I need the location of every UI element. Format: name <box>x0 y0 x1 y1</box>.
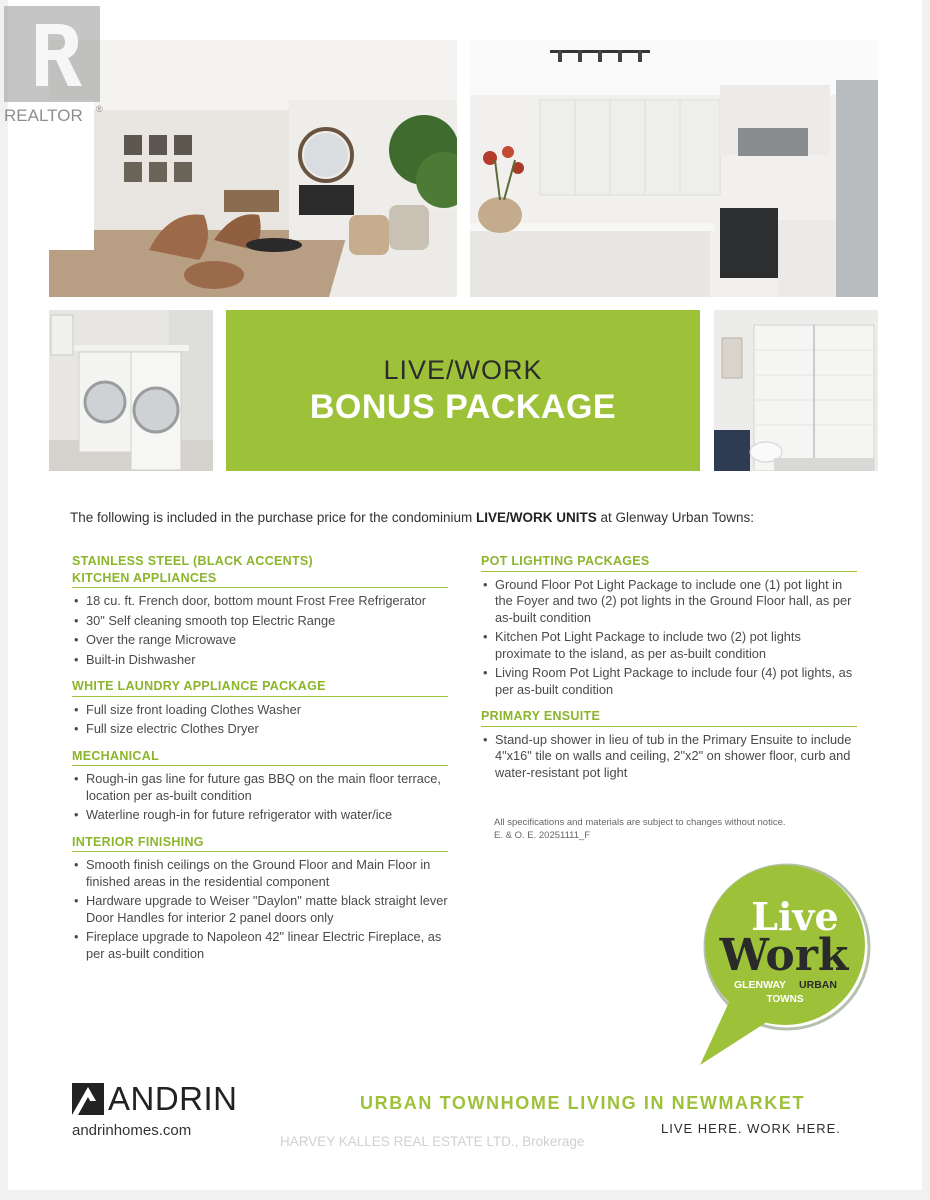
andrin-brand: ANDRIN <box>108 1080 238 1117</box>
subtagline: LIVE HERE. WORK HERE. <box>661 1121 841 1136</box>
list-item: • Living Room Pot Light Package to include four (4) pot lights, as per as-built condition <box>481 665 857 698</box>
list-item: • Smooth finish ceilings on the Ground Floor and Main Floor in finished areas in the residential component <box>72 857 448 890</box>
livework-live: Live <box>751 894 839 939</box>
intro-after: at Glenway Urban Towns: <box>596 510 755 525</box>
section-heading-line2: KITCHEN APPLIANCES <box>72 570 217 585</box>
livework-glenway: GLENWAY <box>733 979 787 991</box>
banner-line1: LIVE/WORK <box>383 354 543 385</box>
section-heading: MECHANICAL <box>72 748 448 767</box>
list-item: • Hardware upgrade to Weiser "Daylon" matte black straight lever Door Handles for interior 2 panel doors only <box>72 893 448 926</box>
left-column <box>72 553 448 965</box>
list-item: • Full size front loading Clothes Washer <box>72 702 448 719</box>
disclaimer-line1: All specifications and materials are subject to changes without notice. <box>494 817 786 828</box>
list-item: • Stand-up shower in lieu of tub in the Primary Ensuite to include 4"x16" tile on walls and ceiling, 2"x2" on shower floor, curb and water-resistant pot light <box>481 732 857 782</box>
list-item: • 30" Self cleaning smooth top Electric Range <box>72 613 448 630</box>
laundry-photo <box>49 310 213 471</box>
list-item: • Ground Floor Pot Light Package to include one (1) pot light in the Foyer and two (2) pot lights in the Ground Floor hall, as per as-built condition <box>481 577 857 627</box>
section-heading: PRIMARY ENSUITE <box>481 708 857 727</box>
section-laundry <box>72 678 448 738</box>
section-heading: POT LIGHTING PACKAGES <box>481 553 857 572</box>
section-pot-lighting <box>481 553 857 698</box>
andrin-mark-icon <box>72 1083 104 1115</box>
realtor-logo <box>0 0 108 126</box>
tagline: URBAN TOWNHOME LIVING IN NEWMARKET <box>360 1093 806 1113</box>
section-primary-ensuite <box>481 708 857 781</box>
list-item: • Fireplace upgrade to Napoleon 42" linear Electric Fireplace, as per as-built condition <box>72 929 448 962</box>
list-item: • Kitchen Pot Light Package to include two (2) pot lights proximate to the island, as per as-built condition <box>481 629 857 662</box>
bathroom-photo <box>714 310 878 471</box>
section-heading: WHITE LAUNDRY APPLIANCE PACKAGE <box>72 678 448 697</box>
livework-work: Work <box>719 930 849 981</box>
list-item: • Built-in Dishwasher <box>72 652 448 669</box>
andrin-logo <box>72 1080 238 1118</box>
list-item: • Full size electric Clothes Dryer <box>72 721 448 738</box>
section-heading <box>72 553 448 588</box>
right-column <box>481 553 857 784</box>
section-heading: INTERIOR FINISHING <box>72 834 448 853</box>
andrin-website: andrinhomes.com <box>72 1122 192 1139</box>
living-room-photo <box>49 40 457 297</box>
realtor-logo-text: REALTOR <box>4 106 83 125</box>
section-mechanical <box>72 748 448 824</box>
intro-before: The following is included in the purchase price for the condominium <box>70 510 476 525</box>
list-item: • Over the range Microwave <box>72 632 448 649</box>
disclaimer-line2: E. & O. E. 20251111_F <box>494 829 591 841</box>
realtor-registered-mark: ® <box>96 104 103 114</box>
section-interior-finishing <box>72 834 448 963</box>
intro-bold: LIVE/WORK UNITS <box>475 510 597 525</box>
brokerage-watermark: HARVEY KALLES REAL ESTATE LTD., Brokerage <box>280 1134 585 1149</box>
list-item: • 18 cu. ft. French door, bottom mount Frost Free Refrigerator <box>72 593 448 610</box>
livework-urban: URBAN <box>799 979 837 991</box>
list-item: • Rough-in gas line for future gas BBQ on the main floor terrace, location per as-built condition <box>72 771 448 804</box>
bonus-package-banner <box>226 310 700 471</box>
kitchen-photo <box>470 40 878 297</box>
livework-logo <box>690 860 875 1075</box>
intro-text <box>70 510 754 525</box>
disclaimer-note <box>494 817 786 842</box>
section-kitchen-appliances <box>72 553 448 668</box>
list-item: • Waterline rough-in for future refrigerator with water/ice <box>72 807 448 824</box>
section-heading-line1: STAINLESS STEEL (BLACK ACCENTS) <box>72 554 314 568</box>
banner-line2: BONUS PACKAGE <box>309 387 617 426</box>
livework-towns: TOWNS <box>766 994 804 1005</box>
